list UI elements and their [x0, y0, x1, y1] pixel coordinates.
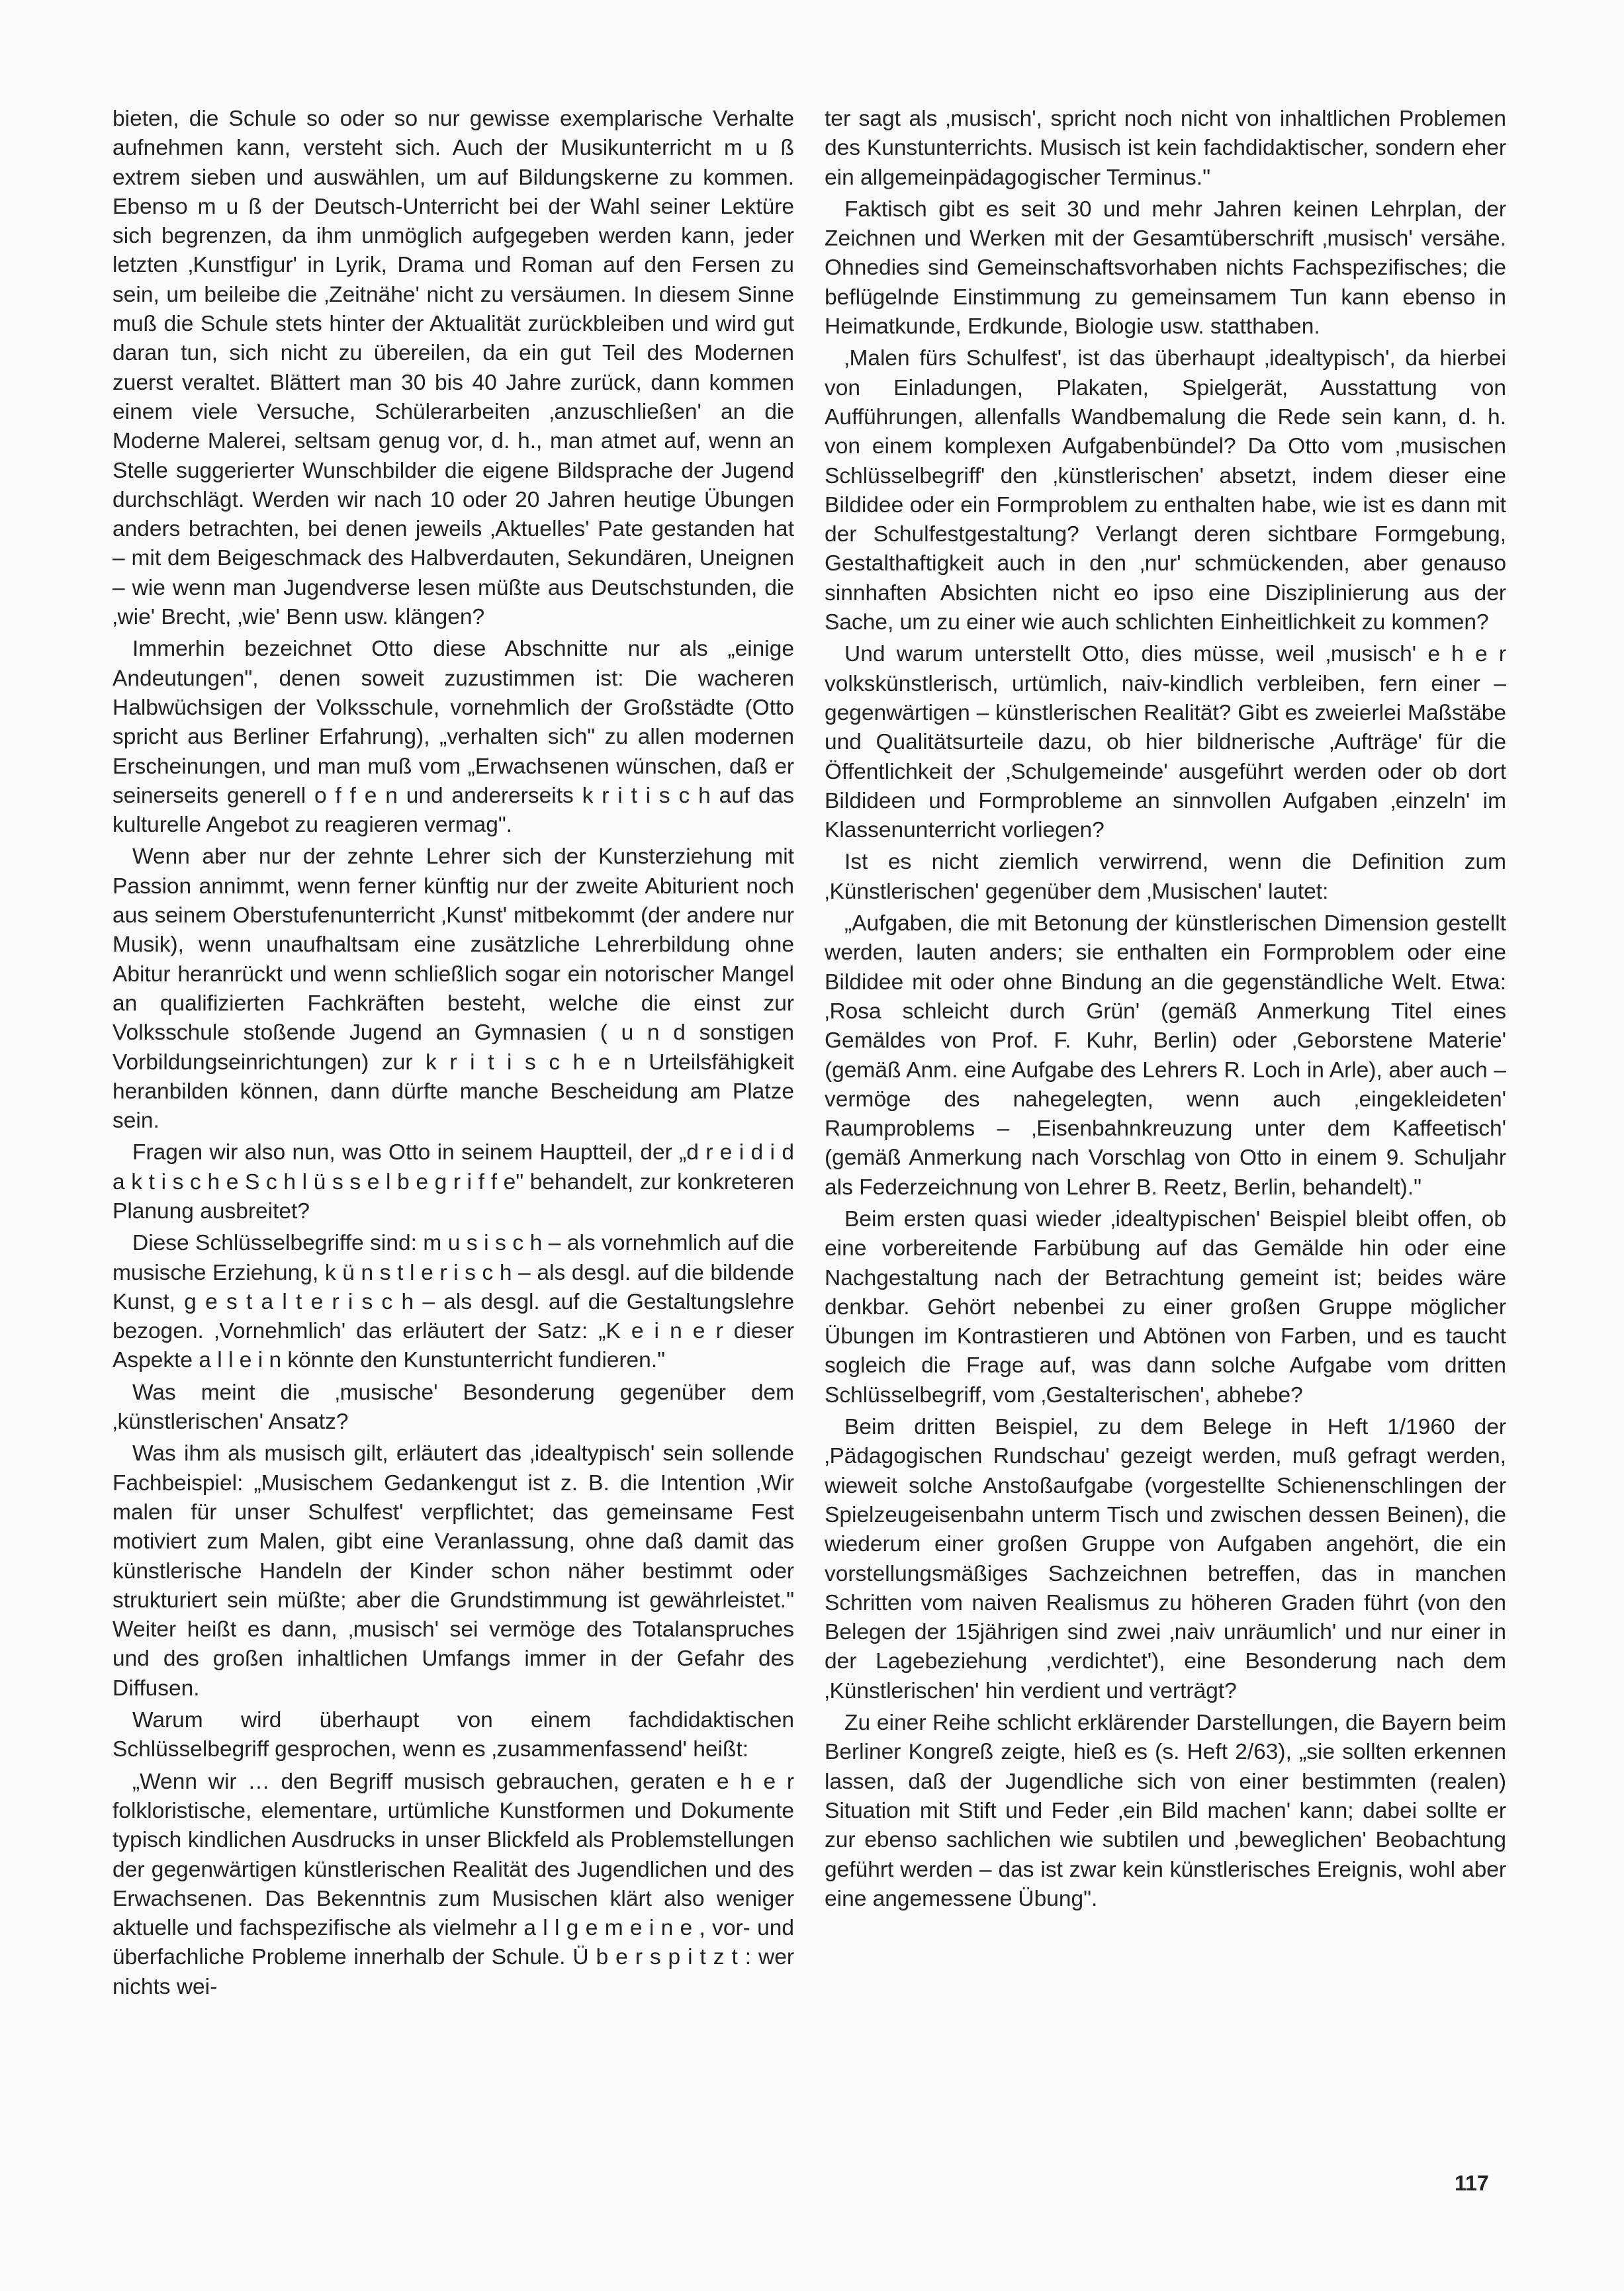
paragraph: Ist es nicht ziemlich verwirrend, wenn die Definition zum ‚Künstlerischen' gegenüber dem ‚Musischen' lautet: [825, 850, 1506, 904]
left-column [113, 105, 794, 2002]
paragraph: Warum wird überhaupt von einem fachdidaktischen Schlüsselbegriff gesprochen, wenn es ‚zusammenfassend' heißt: [113, 1708, 794, 1762]
quote-paragraph: „Wenn wir … den Begriff musisch gebrauchen, geraten e h e r folkloristische, elementare, urtümliche Kunstformen und Dokumente typisch kindlichen Ausdrucks in unser Blickfeld als Problemstellungen der gegenwärtigen künstlerischen Realität des Jugendlichen und des Erwachsenen. Das Bekenntnis zum Musischen klärt also weniger aktuelle und fachspezifische als vielmehr a l l g e m e i n e , vor- und überfachliche Probleme innerhalb der Schule. Ü b e r s p i t z t : wer nichts wei- [113, 1769, 794, 1999]
paragraph: Beim ersten quasi wieder ‚idealtypischen' Beispiel bleibt offen, ob eine vorbereitende Farbübung auf das Gemälde hin oder eine Nachgestaltung nach der Betrachtung gemeint ist; beides wäre denkbar. Gehört nebenbei zu einer großen Gruppe möglicher Übungen im Kontrastieren und Abtönen von Farben, und es taucht sogleich die Frage auf, was dann solche Aufgabe vom dritten Schlüsselbegriff, vom ‚Gestalterischen', abhebe? [825, 1206, 1506, 1408]
quote-paragraph: „Aufgaben, die mit Betonung der künstlerischen Dimension gestellt werden, lauten anders; sie enthalten ein Formproblem oder eine Bildidee mit oder ohne Bindung an die gegenständliche Welt. Etwa: ‚Rosa schleicht durch Grün' (gemäß Anmerkung Titel eines Gemäldes von Prof. F. Kuhr, Berlin) oder ‚Geborstene Materie' (gemäß Anm. eine Aufgabe des Lehrers R. Loch in Arle), aber auch – vermöge des nahegelegten, wenn auch ‚eingekleideten' Raumproblems – ‚Eisenbahnkreuzung unter dem Kaffeetisch' (gemäß Anmerkung nach Vorschlag von Otto in einem 9. Schuljahr als Federzeichnung von Lehrer B. Reetz, Berlin, behandelt)." [825, 911, 1506, 1200]
paragraph: Was meint die ‚musische' Besonderung gegenüber dem ‚künstlerischen' Ansatz? [113, 1380, 794, 1435]
page-number: 117 [1455, 2171, 1489, 2195]
paragraph: Zu einer Reihe schlicht erklärender Darstellungen, die Bayern beim Berliner Kongreß zeigte, hieß es (s. Heft 2/63), „sie sollten erkennen lassen, daß der Jugendliche sich von einer bestimmten (realen) Situation mit Stift und Feder ‚ein Bild machen' kann; dabei sollte er zur ebenso sachlichen wie subtilen und ‚beweglichen' Beobachtung geführt werden – das ist zwar kein künstlerisches Ereignis, wohl aber eine angemessene Übung". [825, 1711, 1506, 1911]
paragraph: Fragen wir also nun, was Otto in seinem Hauptteil, der „d r e i d i d a k t i s c h e S c h l ü s s e l b e g r i f f e" behandelt, zur konkreteren Planung ausbreitet? [113, 1140, 794, 1224]
paragraph: ter sagt als ‚musisch', spricht noch nicht von inhaltlichen Problemen des Kunstunterrichts. Musisch ist kein fachdidaktischer, sondern eher ein allgemeinpädagogischer Terminus." [825, 107, 1506, 190]
paragraph: Immerhin bezeichnet Otto diese Abschnitte nur als „einige Andeutungen", denen soweit zuzustimmen ist: Die wacheren Halbwüchsigen der Volksschule, vornehmlich der Großstädte (Otto spricht aus Berliner Erfahrung), „verhalten sich" zu allen modernen Erscheinungen, und man muß vom „Erwachsenen wünschen, daß er seinerseits generell o f f e n und andererseits k r i t i s c h auf das kulturelle Angebot zu reagieren vermag". [113, 637, 794, 838]
paragraph: Beim dritten Beispiel, zu dem Belege in Heft 1/1960 der ‚Pädagogischen Rundschau' gezeigt werden, muß gefragt werden, wieweit solche Anstoßaufgabe (vorgestellte Schienenschlingen der Spielzeugeisenbahn unterm Tisch und zwischen dessen Beinen), die wiederum einer großen Gruppe von Aufgaben angehört, die ein vorstellungsmäßiges Sachzeichnen betreffen, das in manchen Schritten vom naiven Realismus zu höheren Graden führt (von den Belegen der 15jährigen sind zwei ‚naiv unräumlich' und nur einer in der Lagebeziehung ‚verdichtet'), eine Besonderung nach dem ‚Künstlerischen' hin verdient und verträgt? [825, 1415, 1506, 1703]
paragraph: Faktisch gibt es seit 30 und mehr Jahren keinen Lehrplan, der Zeichnen und Werken mit der Gesamtüberschrift ‚musisch' versähe. Ohnedies sind Gemeinschaftsvorhaben nichts Fachspezifisches; die beflügelnde Einstimmung zu gemeinsamem Tun kann ebenso in Heimatkunde, Erdkunde, Biologie usw. statthaben. [825, 197, 1506, 339]
paragraph: ‚Malen fürs Schulfest', ist das überhaupt ‚idealtypisch', da hierbei von Einladungen, Plakaten, Spielgerät, Ausstattung von Aufführungen, allenfalls Wandbemalung die Rede sein kann, d. h. von einem komplexen Aufgabenbündel? Da Otto vom ‚musischen Schlüsselbegriff' den ‚künstlerischen' absetzt, indem dieser eine Bildidee oder ein Formproblem zu enthalten habe, wie ist es dann mit der Schulfestgestaltung? Verlangt deren sichtbare Formgebung, Gestalthaftigkeit auch in den ‚nur' schmückenden, aber genauso sinnhaften Absichten nicht eo ipso eine Disziplinierung aus der Sache, um zu einer wie auch schlichten Einheitlichkeit zu kommen? [825, 346, 1506, 635]
paragraph: Wenn aber nur der zehnte Lehrer sich der Kunsterziehung mit Passion annimmt, wenn ferner künftig nur der zweite Abiturient noch aus seinem Oberstufenunterricht ‚Kunst' mitbekommt (der andere nur Musik), wenn unaufhaltsam eine zusätzliche Lehrerbildung ohne Abitur heranrückt und wenn schließlich sogar ein notorischer Mangel an qualifizierten Fachkräften besteht, welche die einst zur Volksschule stoßende Jugend an Gymnasien ( u n d sonstigen Vorbildungseinrichtungen) zur k r i t i s c h e n Urteilsfähigkeit heranbilden können, dann dürfte manche Bescheidung am Platze sein. [113, 844, 794, 1134]
right-column [825, 105, 1506, 1914]
paragraph: Diese Schlüsselbegriffe sind: m u s i s c h – als vornehmlich auf die musische Erziehung, k ü n s t l e r i s c h – als desgl. auf die bildende Kunst, g e s t a l t e r i s c h – als desgl. auf die Gestaltungslehre bezogen. ‚Vornehmlich' das erläutert der Satz: „K e i n e r dieser Aspekte a l l e i n könnte den Kunstunterricht fundieren." [113, 1231, 794, 1373]
paragraph: bieten, die Schule so oder so nur gewisse exemplarische Verhalte aufnehmen kann, versteht sich. Auch der Musikunterricht m u ß extrem sieben und auswählen, um auf Bildungskerne zu kommen. Ebenso m u ß der Deutsch-Unterricht bei der Wahl seiner Lektüre sich begrenzen, da ihm unmöglich aufgegeben werden kann, jeder letzten ‚Kunstfigur' in Lyrik, Drama und Roman auf den Fersen zu sein, um beileibe die ‚Zeitnähe' nicht zu versäumen. In diesem Sinne muß die Schule stets hinter der Aktualität zurückbleiben und wird gut daran tun, sich nicht zu übereilen, da ein gut Teil des Modernen zuerst veraltet. Blättert man 30 bis 40 Jahre zurück, dann kommen einem viele Versuche, Schülerarbeiten ‚anzuschließen' an die Moderne Malerei, seltsam genug vor, d. h., man atmet auf, wenn an Stelle suggerierter Wunschbilder die eigene Bildsprache der Jugend durchschlägt. Werden wir nach 10 oder 20 Jahren heutige Übungen anders betrachten, bei denen jeweils ‚Aktuelles' Pate gestanden hat – mit dem Beigeschmack des Halbverdauten, Sekundären, Uneignen – wie wenn man Jugendverse lesen müßte aus Deutschstunden, die ‚wie' Brecht, ‚wie' Benn usw. klängen? [113, 107, 794, 630]
paragraph: Was ihm als musisch gilt, erläutert das ‚idealtypisch' sein sollende Fachbeispiel: „Musischem Gedankengut ist z. B. die Intention ‚Wir malen für unser Schulfest' verpflichtet; das gemeinsame Fest motiviert zum Malen, gibt eine Veranlassung, ohne daß damit das künstlerische Handeln der Kinder schon näher bestimmt oder strukturiert sein müßte; aber die Grundstimmung ist gewährleistet." Weiter heißt es dann, ‚musisch' sei vermöge des Totalanspruches und des großen inhaltlichen Umfangs immer in der Gefahr des Diffusen. [113, 1441, 794, 1701]
paragraph: Und warum unterstellt Otto, dies müsse, weil ‚musisch' e h e r volkskünstlerisch, urtümlich, naiv-kindlich verbleiben, fern einer – gegenwärtigen – künstlerischen Realität? Gibt es zweierlei Maßstäbe und Qualitätsurteile dazu, ob hier bildnerische ‚Aufträge' für die Öffentlichkeit der ‚Schulgemeinde' ausgeführt werden oder ob dort Bildideen und Formprobleme an sinnvollen Aufgaben ‚einzeln' im Klassenunterricht vorliegen? [825, 642, 1506, 843]
